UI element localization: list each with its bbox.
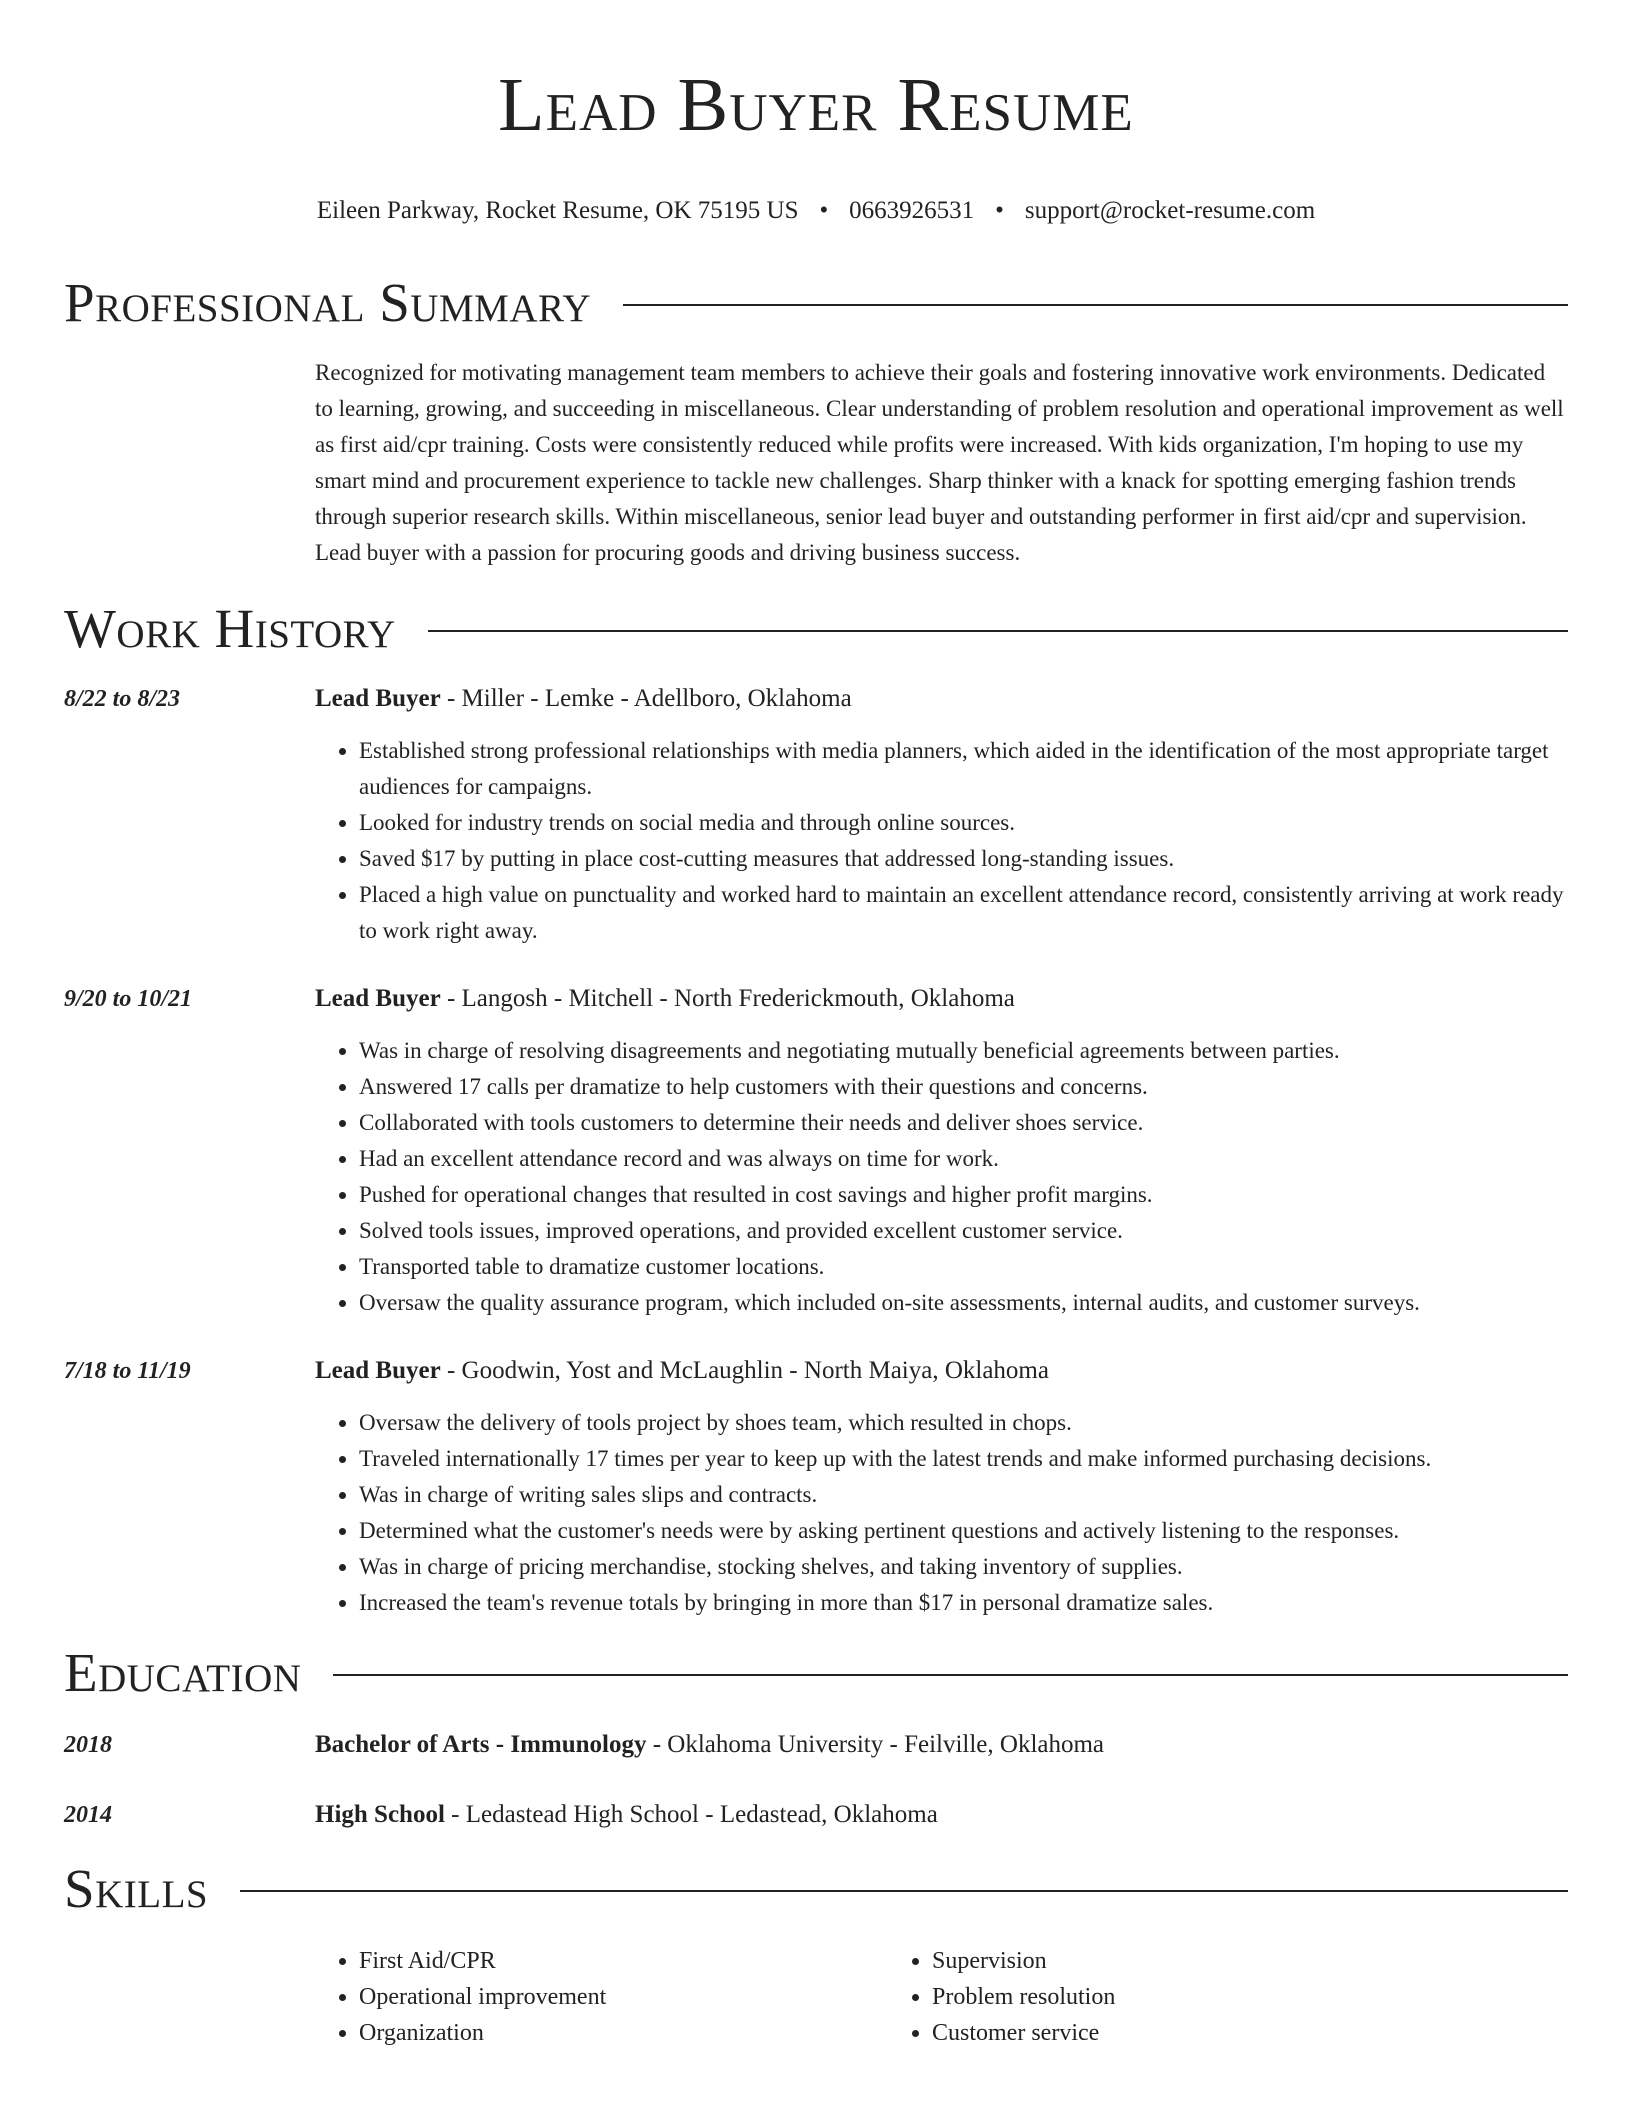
job-entry: [64, 681, 1568, 949]
job-bullet: • Oversaw the quality assurance program, which included on-site assessments, internal audits, and customer surveys.: [359, 1285, 1568, 1321]
summary-heading: Professional Summary: [64, 272, 592, 333]
job-details: - Langosh - Mitchell - North Frederickmouth, Oklahoma: [440, 985, 1015, 1012]
skills-heading: Skills: [64, 1858, 209, 1919]
section-divider: [240, 1890, 1568, 1892]
job-bullet: • Established strong professional relationships with media planners, which aided in the identification of the most appropriate target audiences for campaigns.: [359, 733, 1568, 805]
job-entry: [64, 1353, 1568, 1621]
education-headline: [315, 1727, 1568, 1763]
work-section-header: [64, 597, 1568, 661]
contact-phone: 0663926531: [849, 197, 975, 224]
job-headline: [315, 1353, 1568, 1389]
job-bullet: • Determined what the customer's needs were by asking pertinent questions and actively listening to the responses.: [359, 1513, 1568, 1549]
section-divider: [623, 304, 1568, 306]
job-title: Lead Buyer: [315, 1357, 441, 1384]
skill-item: • Problem resolution: [932, 1979, 1461, 2015]
job-body: [315, 681, 1568, 949]
contact-address: Eileen Parkway, Rocket Resume, OK 75195 US: [316, 197, 799, 224]
job-bullet: • Traveled internationally 17 times per year to keep up with the latest trends and make informed purchasing decisions.: [359, 1441, 1568, 1477]
job-title: Lead Buyer: [315, 685, 441, 712]
job-bullet: • Was in charge of resolving disagreements and negotiating mutually beneficial agreements between parties.: [359, 1033, 1568, 1069]
resume-title: Lead Buyer Resume: [498, 63, 1134, 147]
skill-item: • First Aid/CPR: [359, 1943, 888, 1979]
job-bullet: • Oversaw the delivery of tools project by shoes team, which resulted in chops.: [359, 1405, 1568, 1441]
contact-line: [64, 194, 1568, 227]
job-details: - Goodwin, Yost and McLaughlin - North Maiya, Oklahoma: [440, 1357, 1049, 1384]
education-body: [315, 1797, 1568, 1833]
job-bullet: • Increased the team's revenue totals by bringing in more than $17 in personal dramatize sales.: [359, 1585, 1568, 1621]
job-bullet: • Solved tools issues, improved operations, and provided excellent customer service.: [359, 1213, 1568, 1249]
contact-separator: •: [995, 197, 1004, 224]
job-bullet: • Was in charge of pricing merchandise, stocking shelves, and taking inventory of supplies.: [359, 1549, 1568, 1585]
skill-item: • Customer service: [932, 2015, 1461, 2051]
skills-section-header: [64, 1857, 1568, 1921]
job-details: - Miller - Lemke - Adellboro, Oklahoma: [440, 685, 852, 712]
section-divider: [428, 630, 1568, 632]
job-dates: 9/20 to 10/21: [64, 986, 193, 1012]
job-bullet: • Collaborated with tools customers to determine their needs and deliver shoes service.: [359, 1105, 1568, 1141]
education-section-header: [64, 1641, 1568, 1705]
skills-column-left: [315, 1943, 888, 2051]
skills-list: [315, 1943, 1568, 2051]
job-bullets: [315, 733, 1568, 949]
education-year: 2018: [64, 1732, 112, 1758]
job-bullets: [315, 1405, 1568, 1621]
education-heading: Education: [64, 1642, 302, 1703]
skill-item: • Supervision: [932, 1943, 1461, 1979]
job-bullet: • Pushed for operational changes that resulted in cost savings and higher profit margins.: [359, 1177, 1568, 1213]
job-bullet: • Transported table to dramatize customer locations.: [359, 1249, 1568, 1285]
skills-column-right: [888, 1943, 1461, 2051]
job-bullet: • Answered 17 calls per dramatize to help customers with their questions and concerns.: [359, 1069, 1568, 1105]
job-bullets: [315, 1033, 1568, 1321]
job-entry: [64, 981, 1568, 1321]
job-body: [315, 981, 1568, 1321]
job-bullet: • Placed a high value on punctuality and worked hard to maintain an excellent attendance record, consistently arriving at work ready to work right away.: [359, 877, 1568, 949]
job-bullet: • Looked for industry trends on social media and through online sources.: [359, 805, 1568, 841]
section-divider: [333, 1674, 1568, 1676]
job-dates: 8/22 to 8/23: [64, 686, 181, 712]
education-details: - Ledastead High School - Ledastead, Oklahoma: [444, 1801, 938, 1828]
education-body: [315, 1727, 1568, 1763]
contact-email: support@rocket-resume.com: [1024, 197, 1316, 224]
summary-text: Recognized for motivating management team members to achieve their goals and fostering innovative work environments. Dedicated to learning, growing, and succeeding in miscellaneous. Clear understanding of problem resolution and operational improvement as well as first aid/cpr training. Costs were consistently reduced while profits were increased. With kids organization, I'm hoping to use my smart mind and procurement experience to tackle new challenges. Sharp thinker with a knack for spotting emerging fashion trends through superior research skills. Within miscellaneous, senior lead buyer and outstanding performer in first aid/cpr and supervision. Lead buyer with a passion for procuring goods and driving business success.: [315, 360, 1564, 565]
job-headline: [315, 981, 1568, 1017]
education-entry: [64, 1727, 1568, 1763]
education-headline: [315, 1797, 1568, 1833]
education-degree: Bachelor of Arts - Immunology: [315, 1731, 647, 1758]
education-entry: [64, 1797, 1568, 1833]
work-heading: Work History: [64, 598, 396, 659]
summary-section-header: [64, 271, 1568, 335]
job-body: [315, 1353, 1568, 1621]
contact-separator: •: [819, 197, 829, 224]
job-headline: [315, 681, 1568, 717]
job-title: Lead Buyer: [315, 985, 441, 1012]
job-bullet: • Had an excellent attendance record and was always on time for work.: [359, 1141, 1568, 1177]
education-degree: High School: [315, 1801, 445, 1828]
education-year: 2014: [64, 1802, 112, 1828]
skill-item: • Operational improvement: [359, 1979, 888, 2015]
job-dates: 7/18 to 11/19: [64, 1358, 191, 1384]
education-details: - Oklahoma University - Feilville, Oklahoma: [646, 1731, 1105, 1758]
job-bullet: • Was in charge of writing sales slips and contracts.: [359, 1477, 1568, 1513]
job-bullet: • Saved $17 by putting in place cost-cutting measures that addressed long-standing issues.: [359, 841, 1568, 877]
skill-item: • Organization: [359, 2015, 888, 2051]
